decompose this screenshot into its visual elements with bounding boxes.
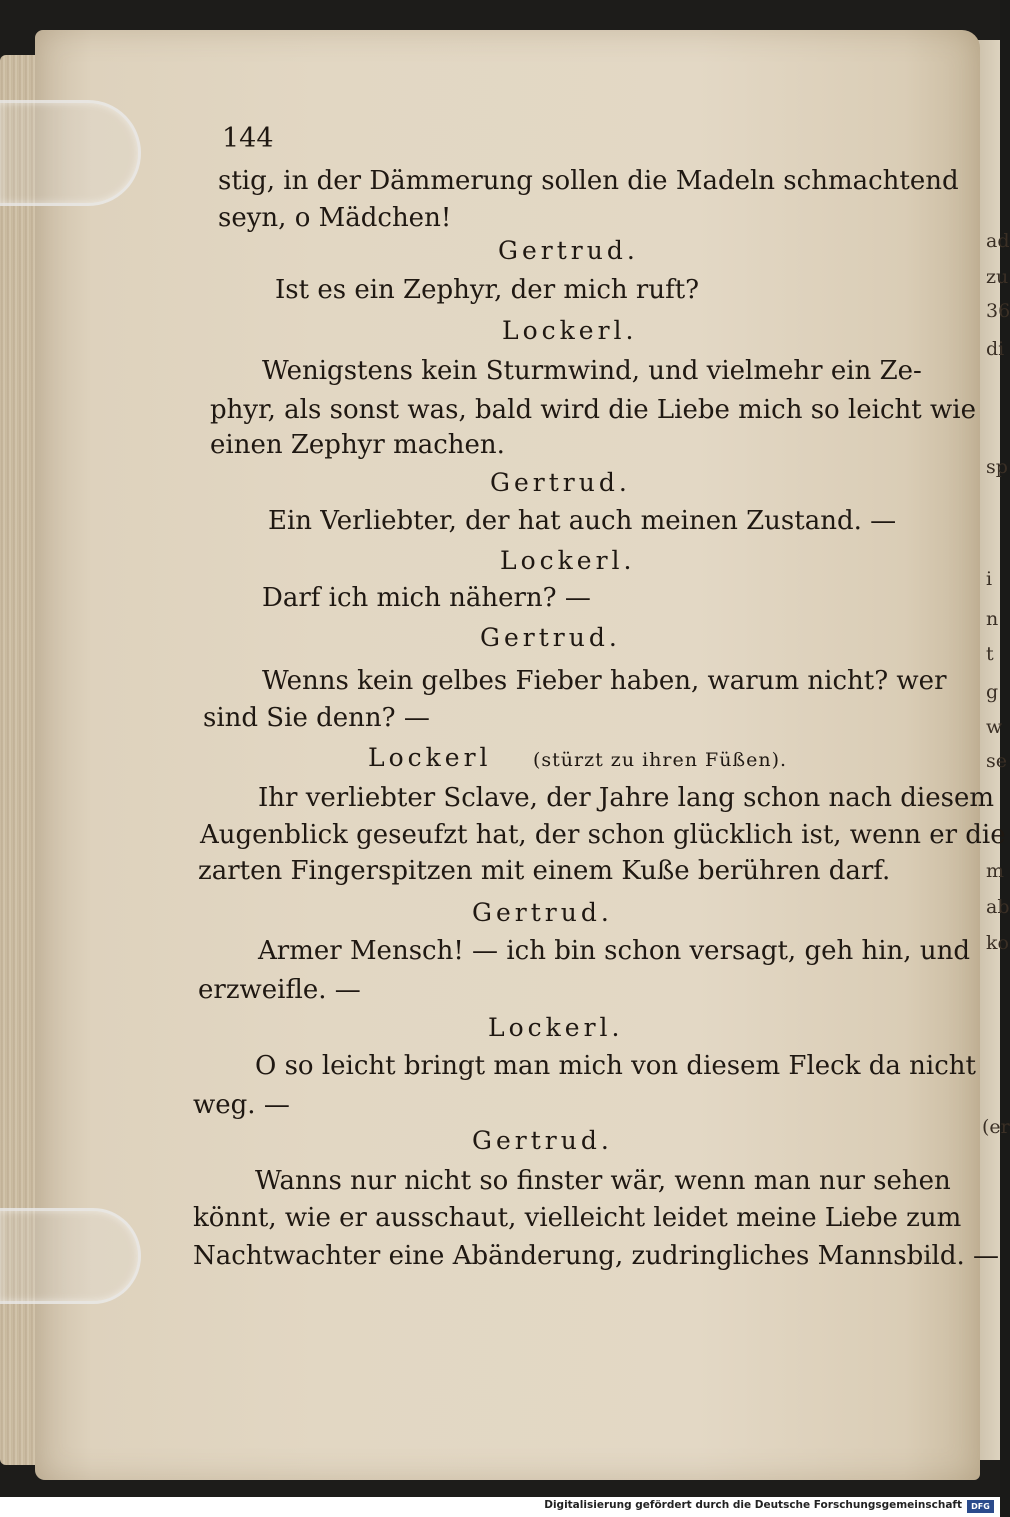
plastic-clip-bottom: [0, 1208, 141, 1304]
page-number: 144: [222, 123, 274, 154]
stage-direction: (stürzt zu ihren Füßen).: [533, 749, 788, 771]
footer-bar: [0, 1497, 1000, 1517]
text-line: Wenigstens kein Sturmwind, und vielmehr ein Ze-: [262, 356, 922, 386]
speaker-name: Gertrud.: [472, 1126, 613, 1155]
speaker-name: Lockerl.: [502, 316, 638, 345]
text-line: einen Zephyr machen.: [210, 430, 505, 460]
speaker-name: Lockerl.: [500, 546, 636, 575]
speaker-name: Gertrud.: [498, 236, 639, 265]
text-line: zarten Fingerspitzen mit einem Kuße berühren darf.: [198, 856, 891, 886]
text-line: könnt, wie er ausschaut, vielleicht leidet meine Liebe zum: [193, 1203, 962, 1233]
text-line: stig, in der Dämmerung sollen die Madeln schmachtend: [218, 166, 959, 196]
text-line: Ist es ein Zephyr, der mich ruft?: [275, 275, 700, 305]
next-page-fragment: g: [986, 681, 999, 703]
footer-credit: Digitalisierung gefördert durch die Deutsche Forschungsgemeinschaft: [544, 1499, 962, 1511]
speaker-name: Lockerl: [368, 743, 492, 772]
next-page-fragment: m: [986, 860, 1005, 882]
next-page-fragment: w: [986, 716, 1003, 738]
next-page-fragment: zu: [986, 266, 1009, 288]
text-line: Darf ich mich nähern? —: [262, 583, 591, 613]
next-page-fragment: ad: [986, 230, 1010, 252]
speaker-name: Gertrud.: [472, 898, 613, 927]
speaker-name: Gertrud.: [490, 468, 631, 497]
next-page-fragment: 36: [986, 300, 1010, 322]
next-page-fragment: ko: [986, 932, 1009, 954]
text-line: Armer Mensch! — ich bin schon versagt, geh hin, und: [258, 936, 970, 966]
plastic-clip-top: [0, 100, 141, 206]
next-page-fragment: (er: [982, 1116, 1010, 1138]
next-page-fragment: t: [986, 643, 994, 665]
next-page-fragment: se: [986, 750, 1007, 772]
text-line: weg. —: [193, 1090, 290, 1120]
dfg-logo-icon: DFG: [967, 1500, 994, 1513]
text-line: Nachtwachter eine Abänderung, zudringliches Mannsbild. —: [193, 1241, 1000, 1271]
next-page-fragment: i: [986, 568, 993, 590]
text-line: seyn, o Mädchen!: [218, 203, 452, 233]
text-line: O so leicht bringt man mich von diesem Fleck da nicht: [255, 1051, 976, 1081]
text-line: sind Sie denn? —: [203, 703, 430, 733]
next-page-fragment: n: [986, 608, 999, 630]
next-page-fragment: sp: [986, 456, 1008, 478]
text-line: phyr, als sonst was, bald wird die Liebe mich so leicht wie: [210, 395, 976, 425]
text-line: erzweifle. —: [198, 975, 361, 1005]
text-line: Wenns kein gelbes Fieber haben, warum nicht? wer: [262, 666, 947, 696]
speaker-name: Lockerl.: [488, 1013, 624, 1042]
next-page-fragment: di: [986, 338, 1005, 360]
text-line: Wanns nur nicht so finster wär, wenn man nur sehen: [255, 1166, 951, 1196]
speaker-name: Gertrud.: [480, 623, 621, 652]
next-page-fragment: ab: [986, 896, 1010, 918]
text-line: Augenblick geseufzt hat, der schon glücklich ist, wenn er die: [200, 820, 1006, 850]
text-line: Ihr verliebter Sclave, der Jahre lang schon nach diesem: [258, 783, 994, 813]
text-line: Ein Verliebter, der hat auch meinen Zustand. —: [268, 506, 897, 536]
